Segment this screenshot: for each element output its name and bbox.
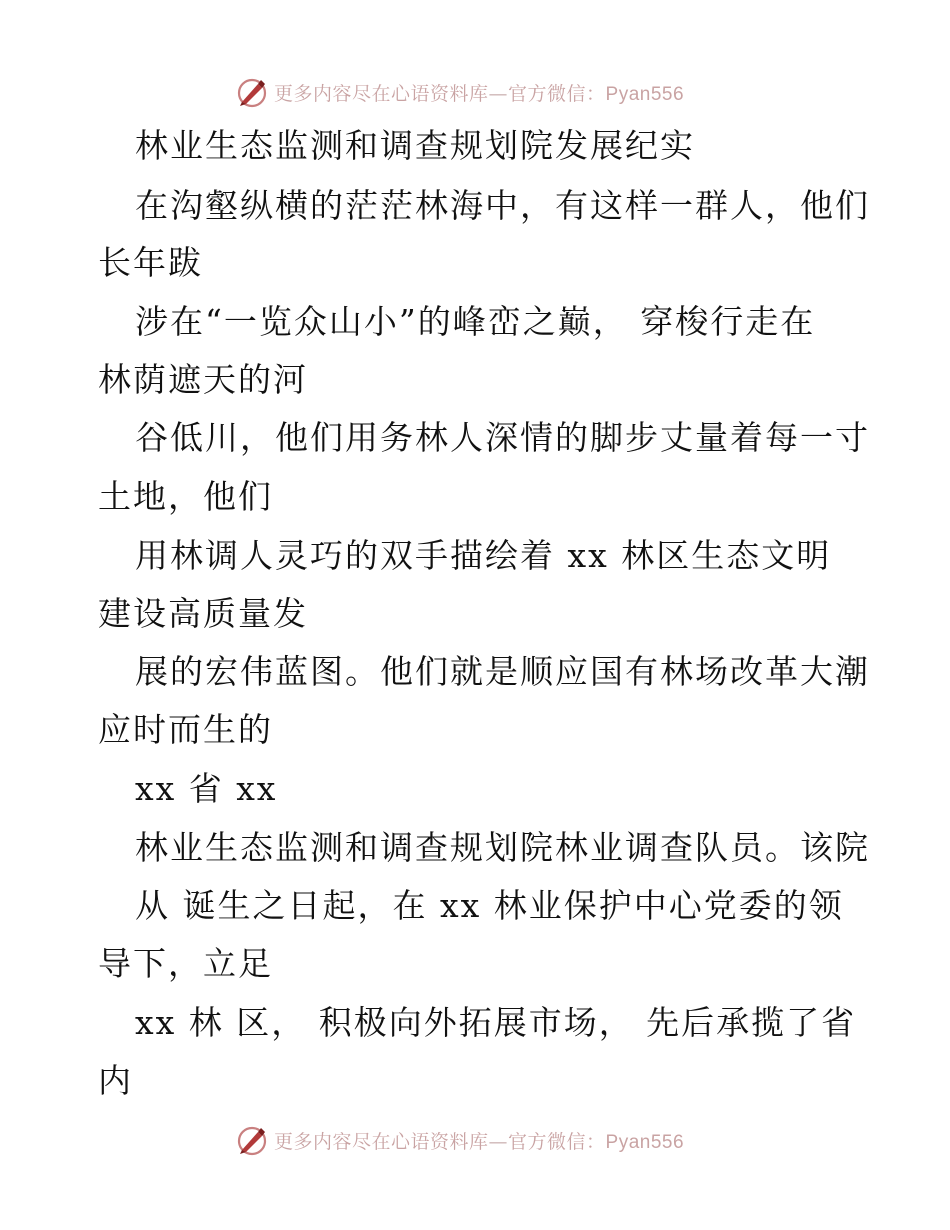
paragraph-line: 林业生态监测和调查规划院林业调查队员。该院 <box>135 828 870 867</box>
paragraph-line: 涉在“一览众山小”的峰峦之巅， 穿梭行走在 <box>135 302 816 341</box>
watermark-wechat-label: 官方微信： <box>508 82 606 105</box>
watermark-wechat-id: Pyan556 <box>605 83 685 105</box>
watermark-dash: — <box>488 82 509 105</box>
paragraph-line: 土地，他们 <box>98 477 273 516</box>
paragraph-line: 在沟壑纵横的茫茫林海中，有这样一群人，他们 <box>135 186 870 225</box>
paragraph-line: 谷低川，他们用务林人深情的脚步丈量着每一寸 <box>135 418 870 457</box>
paragraph-line: 展的宏伟蓝图。他们就是顺应国有林场改革大潮 <box>135 652 870 691</box>
paragraph-line: 用林调人灵巧的双手描绘着 xx 林区生态文明 <box>135 536 832 575</box>
paragraph-line: 林荫遮天的河 <box>98 360 308 399</box>
watermark-brand: 更多内容尽在心语资料库 <box>274 82 489 105</box>
watermark-wechat-id: Pyan556 <box>605 1131 685 1153</box>
pen-logo-icon <box>236 1124 268 1156</box>
watermark-brand: 更多内容尽在心语资料库 <box>274 1130 489 1153</box>
paragraph-line: 建设高质量发 <box>98 594 308 633</box>
watermark-banner-bottom <box>0 1120 950 1160</box>
paragraph-line: xx 林 区， 积极向外拓展市场， 先后承揽了省 <box>135 1003 857 1042</box>
document-title: 林业生态监测和调查规划院发展纪实 <box>135 126 695 165</box>
paragraph-line: 导下，立足 <box>98 944 273 983</box>
watermark-content <box>236 1120 684 1160</box>
paragraph-line: 内 <box>98 1061 133 1100</box>
paragraph-line: 从 诞生之日起，在 xx 林业保护中心党委的领 <box>135 886 844 925</box>
watermark-wechat-label: 官方微信： <box>508 1130 606 1153</box>
watermark-dash: — <box>488 1130 509 1153</box>
paragraph-line: 长年跋 <box>98 243 203 282</box>
paragraph-line: xx 省 xx <box>135 769 278 808</box>
watermark-text <box>274 1127 684 1154</box>
paragraph-line: 应时而生的 <box>98 710 273 749</box>
